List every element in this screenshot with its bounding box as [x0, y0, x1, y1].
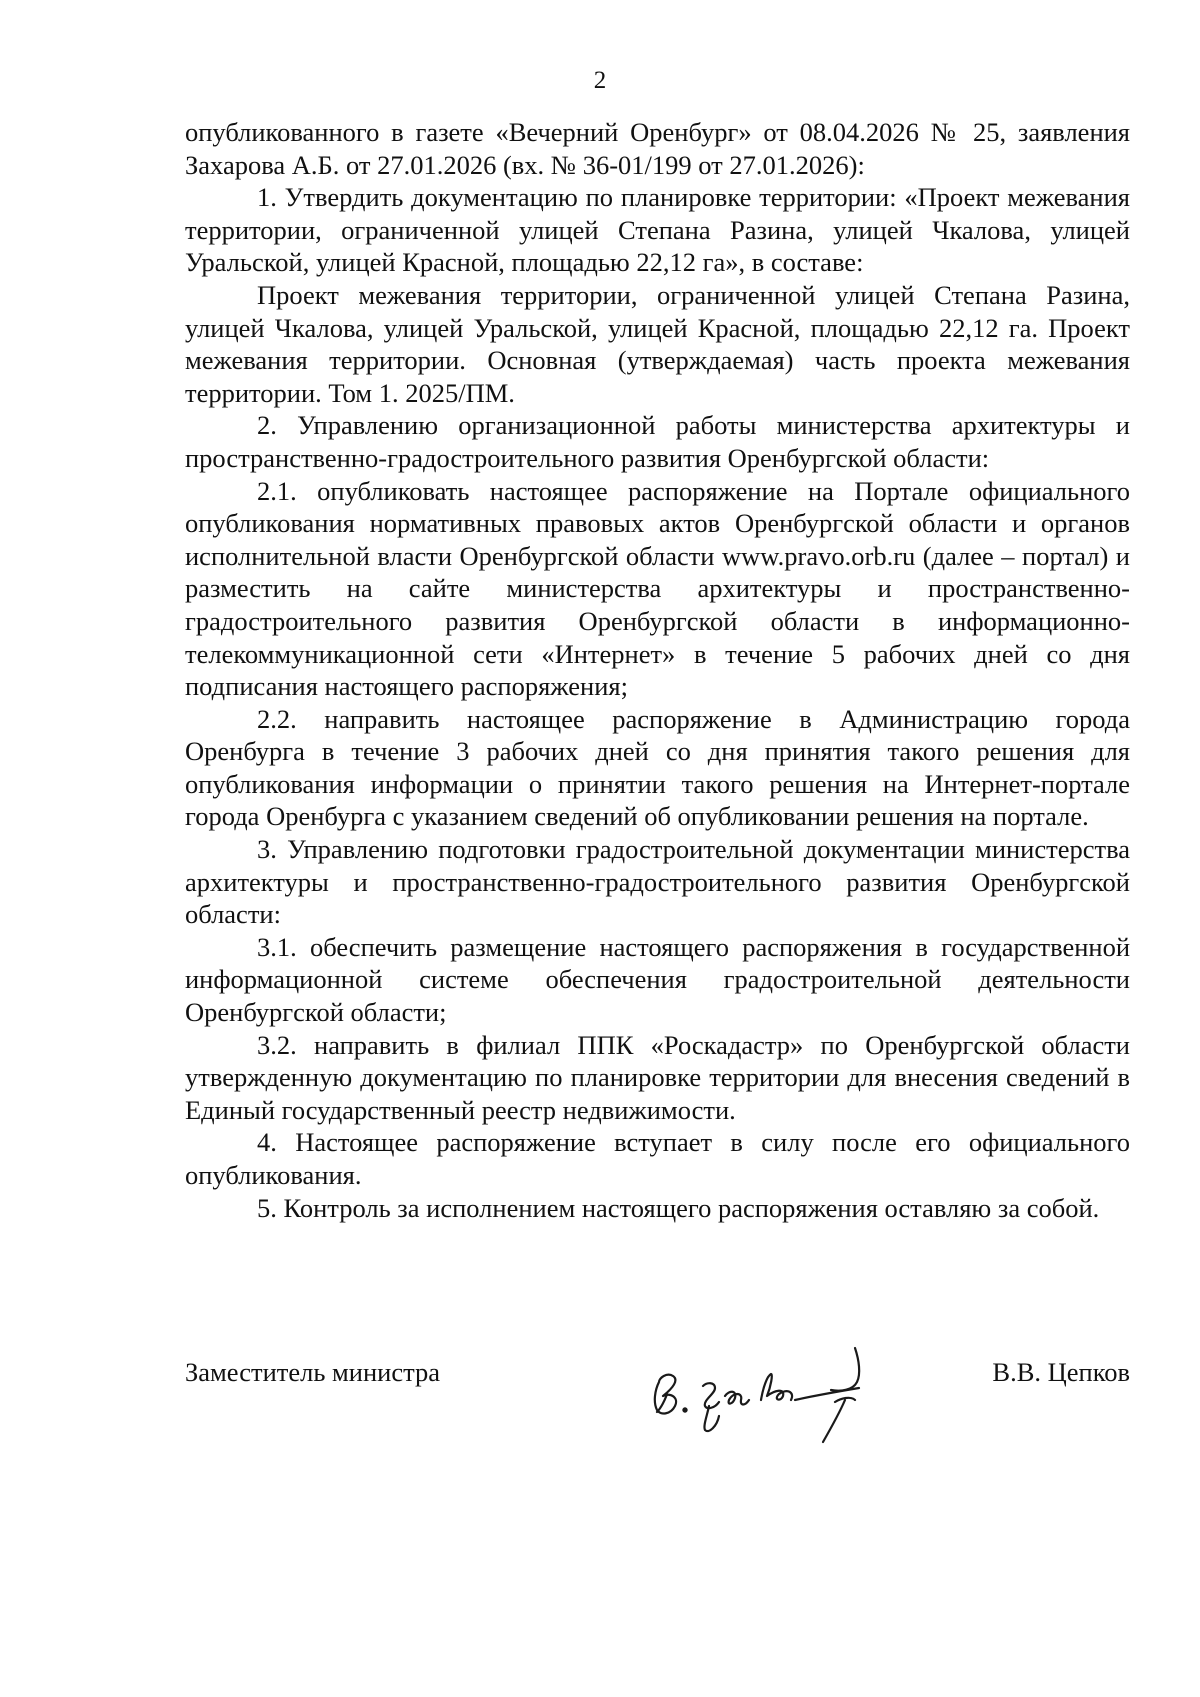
- signatory-name: В.В. Цепков: [992, 1357, 1130, 1387]
- paragraph-item-3: 3. Управлению подготовки градостроительной документации министерства архитектуры и пространственно-градостроительного развития Оренбургской области:: [185, 834, 1130, 930]
- paragraph-item-4: 4. Настоящее распоряжение вступает в силу после его официального опубликования.: [185, 1127, 1130, 1190]
- paragraph-item-5: 5. Контроль за исполнением настоящего распоряжения оставляю за собой.: [257, 1192, 1100, 1223]
- paragraph-item-3-1: 3.1. обеспечить размещение настоящего распоряжения в государственной информационной системе обеспечения градостроительной деятельности Оренбургской области;: [185, 931, 1130, 1028]
- paragraph-item-3-2: 3.2. направить в филиал ППК «Роскадастр» по Оренбургской области утвержденную документацию по планировке территории для внесения сведений в Единый государственный реестр недвижимости.: [185, 1029, 1130, 1125]
- paragraph-intro: опубликованного в газете «Вечерний Оренбург» от 08.04.2026 № 25, заявления Захарова А.Б. от 27.01.2026 (вх. № 36-01/199 от 27.01.2026):: [185, 117, 1130, 180]
- paragraph-item-2-1: 2.1. опубликовать настоящее распоряжение на Портале официального опубликования нормативных правовых актов Оренбургской области и органов исполнительной власти Оренбургской области www.pravo.orb.ru (далее – портал) и разместить на сайте министерства архитектуры и пространственно-градостроительного развития Оренбургской области в информационно-телекоммуникационной сети «Интернет» в течение 5 рабочих дней со дня подписания настоящего распоряжения;: [185, 475, 1130, 702]
- page-number: 2: [593, 67, 607, 94]
- signature-block: [185, 1356, 1130, 1466]
- document-body: [185, 116, 1130, 1224]
- paragraph-item-1-composition: Проект межевания территории, ограниченной улицей Степана Разина, улицей Чкалова, улицей Уральской, улицей Красной, площадью 22,12 га. Проект межевания территории. Основная (утверждаемая) часть проекта межевания территории. Том 1. 2025/ПМ.: [185, 279, 1130, 408]
- signatory-position: Заместитель министра: [185, 1357, 441, 1387]
- paragraph-item-2-2: 2.2. направить настоящее распоряжение в Администрацию города Оренбурга в течение 3 рабочих дней со дня принятия такого решения для опубликования информации о принятии такого решения на Интернет-портале города Оренбурга с указанием сведений об опубликовании решения на портале.: [185, 703, 1130, 832]
- paragraph-item-1: 1. Утвердить документацию по планировке территории: «Проект межевания территории, ограниченной улицей Степана Разина, улицей Чкалова, улицей Уральской, улицей Красной, площадью 22,12 га», в составе:: [185, 182, 1130, 278]
- handwritten-signature: [645, 1330, 905, 1450]
- paragraph-item-2: 2. Управлению организационной работы министерства архитектуры и пространственно-градостроительного развития Оренбургской области:: [185, 410, 1130, 473]
